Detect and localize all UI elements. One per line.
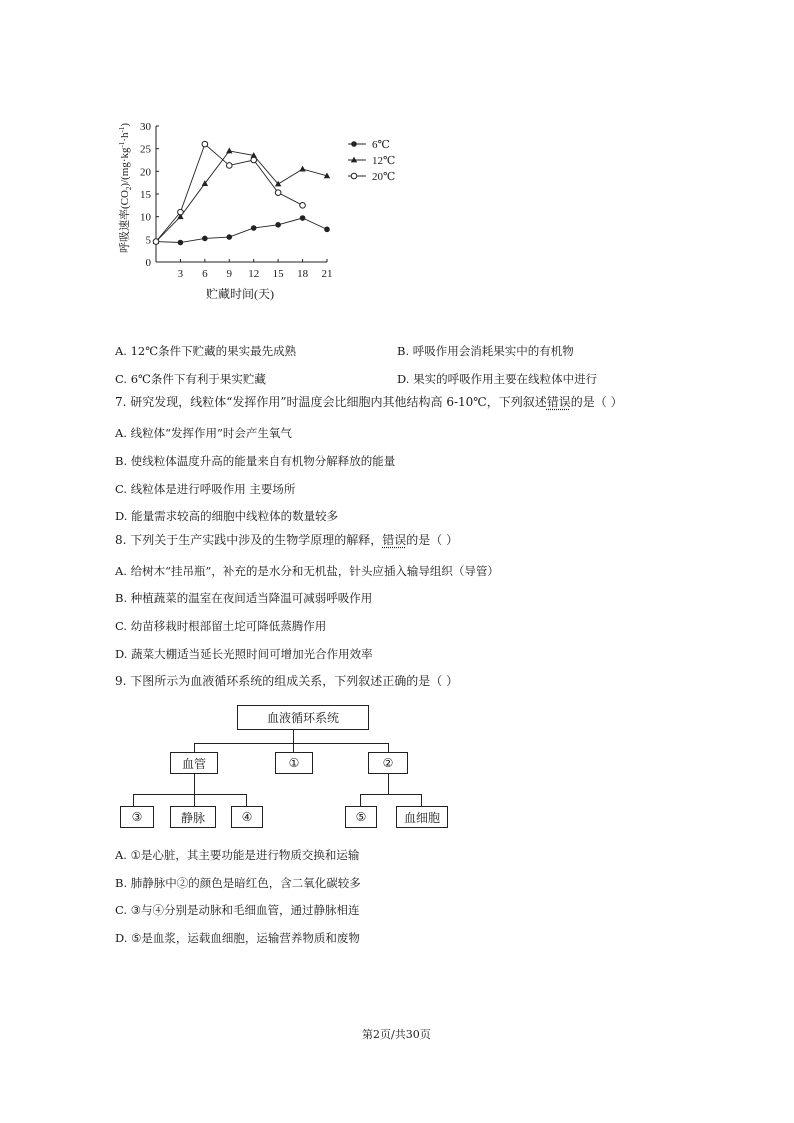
chart-axes bbox=[140, 121, 333, 280]
x-tick-label: 18 bbox=[297, 268, 309, 280]
legend-label: 6℃ bbox=[372, 139, 390, 151]
legend-label: 20℃ bbox=[372, 171, 396, 183]
x-axis-label: 贮藏时间(天) bbox=[206, 287, 274, 301]
data-point bbox=[226, 148, 232, 154]
x-tick-label: 6 bbox=[202, 268, 208, 280]
diagram-box-2: ② bbox=[368, 752, 408, 774]
x-tick-label: 12 bbox=[248, 268, 260, 280]
series-triangle bbox=[153, 148, 330, 244]
series-line bbox=[156, 218, 327, 242]
data-point bbox=[351, 173, 357, 179]
diagram-box-3: ③ bbox=[120, 806, 154, 828]
data-point bbox=[153, 239, 159, 245]
q8-option-a: A. 给树木“挂吊瓶”，补充的是水分和无机盐，针头应插入输导组织（导管） bbox=[115, 564, 499, 578]
data-point bbox=[251, 225, 257, 231]
x-tick-label: 3 bbox=[177, 268, 184, 280]
data-point bbox=[226, 234, 232, 240]
legend-label: 12℃ bbox=[372, 155, 396, 167]
q8-option-c: C. 幼苗移栽时根部留土坨可降低蒸腾作用 bbox=[115, 619, 327, 633]
q7-option-a: A. 线粒体“发挥作用”时会产生氧气 bbox=[115, 426, 292, 440]
y-tick-label: 20 bbox=[140, 166, 151, 179]
x-tick-label: 9 bbox=[226, 268, 233, 280]
diagram-box-1: ① bbox=[275, 752, 313, 774]
q7-option-b: B. 使线粒体温度升高的能量来自有机物分解释放的能量 bbox=[115, 454, 396, 468]
series-filled-circle bbox=[153, 215, 330, 245]
diagram-blood-cell-box: 血细胞 bbox=[396, 806, 448, 828]
data-point bbox=[275, 190, 281, 196]
q7-option-c: C. 线粒体是进行呼吸作用 主要场所 bbox=[115, 482, 296, 496]
diagram-root-box: 血液循环系统 bbox=[237, 705, 369, 730]
y-tick-label: 30 bbox=[140, 121, 151, 133]
x-tick-label: 15 bbox=[272, 268, 284, 280]
respiration-rate-chart bbox=[110, 110, 396, 305]
q6-option-d: D. 果实的呼吸作用主要在线粒体中进行 bbox=[397, 372, 598, 386]
q6-option-b: B. 呼吸作用会消耗果实中的有机物 bbox=[397, 344, 574, 358]
y-tick-label: 0 bbox=[145, 257, 151, 269]
q8-option-b: B. 种植蔬菜的温室在夜间适当降温可减弱呼吸作用 bbox=[115, 591, 373, 605]
data-point bbox=[300, 215, 306, 221]
q8-stem: 8. 下列关于生产实践中涉及的生物学原理的解释，错误的是（ ） bbox=[115, 533, 459, 547]
q6-option-c: C. 6℃条件下有利于果实贮藏 bbox=[115, 372, 266, 386]
x-tick-label: 21 bbox=[321, 268, 333, 280]
diagram-box-5: ⑤ bbox=[345, 806, 377, 828]
q6-option-a: A. 12℃条件下贮藏的果实最先成熟 bbox=[115, 344, 297, 358]
y-tick-label: 15 bbox=[140, 189, 151, 201]
data-point bbox=[300, 203, 306, 209]
data-point bbox=[226, 163, 232, 169]
diagram-vein-box: 静脉 bbox=[170, 806, 216, 828]
q7-option-d: D. 能量需求较高的细胞中线粒体的数量较多 bbox=[115, 509, 339, 523]
y-tick-label: 5 bbox=[145, 234, 151, 247]
q9-option-a: A. ①是心脏，其主要功能是进行物质交换和运输 bbox=[115, 848, 360, 862]
data-point bbox=[351, 141, 357, 147]
q7-stem: 7. 研究发现，线粒体“发挥作用”时温度会比细胞内其他结构高 6-10℃，下列叙述错误的是（ ） bbox=[115, 395, 623, 409]
data-point bbox=[251, 157, 257, 163]
q8-option-d: D. 蔬菜大棚适当延长光照时间可增加光合作用效率 bbox=[115, 647, 373, 661]
data-point bbox=[178, 240, 184, 246]
diagram-box-4: ④ bbox=[231, 806, 263, 828]
q9-option-d: D. ⑤是血浆，运载血细胞，运输营养物质和废物 bbox=[115, 931, 360, 945]
q9-option-b: B. 肺静脉中②的颜色是暗红色，含二氧化碳较多 bbox=[115, 876, 361, 890]
y-axis-label: 呼吸速率$(CO_2)/(mg\cdot kg^{-1}\cdot h^{-1})$ bbox=[118, 122, 133, 254]
chart-series bbox=[153, 141, 330, 245]
series-open-circle bbox=[153, 141, 305, 244]
page-number: 第2页/共30页 bbox=[362, 1028, 431, 1041]
data-point bbox=[202, 236, 208, 242]
data-point bbox=[275, 222, 281, 228]
data-point bbox=[324, 227, 330, 233]
q9-option-c: C. ③与④分别是动脉和毛细血管，通过静脉相连 bbox=[115, 903, 360, 917]
q9-stem: 9. 下图所示为血液循环系统的组成关系，下列叙述正确的是（ ） bbox=[115, 674, 459, 688]
diagram-blood-vessel-box: 血管 bbox=[170, 752, 218, 774]
data-point bbox=[351, 157, 357, 163]
y-tick-label: 10 bbox=[140, 211, 151, 224]
data-point bbox=[178, 209, 184, 215]
y-tick-label: 25 bbox=[140, 143, 151, 156]
data-point bbox=[299, 166, 305, 172]
chart-legend bbox=[348, 139, 395, 183]
series-line bbox=[156, 151, 327, 242]
data-point bbox=[202, 141, 208, 147]
